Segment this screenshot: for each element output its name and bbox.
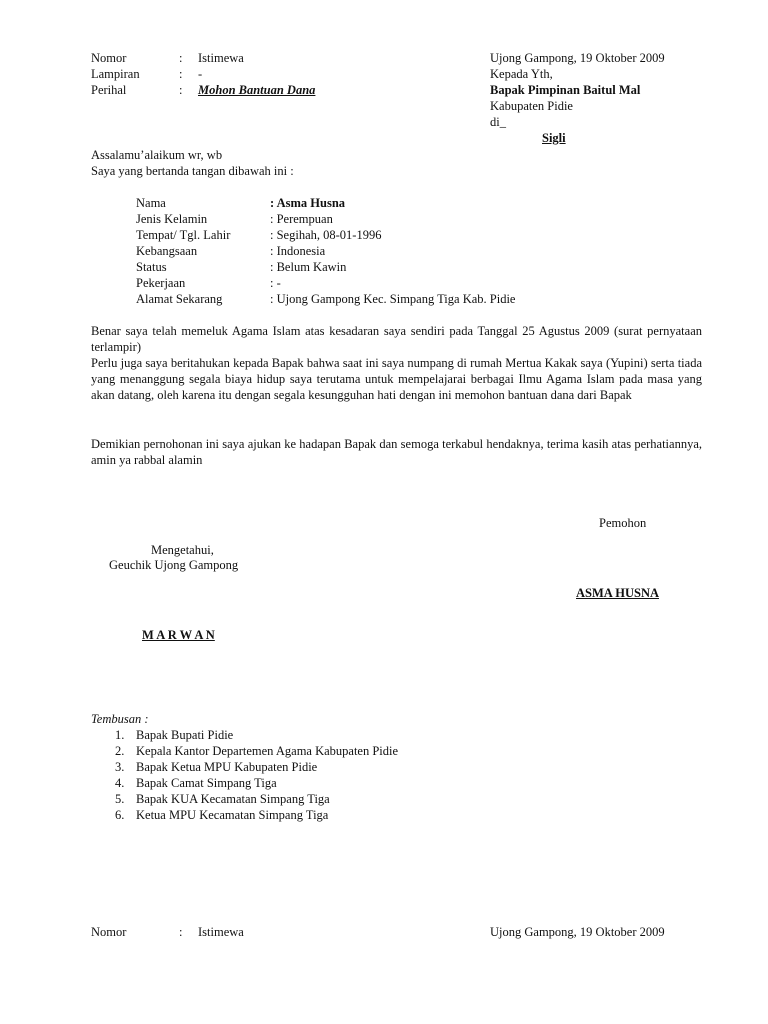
body-paragraph-2: Perlu juga saya beritahukan kepada Bapak bahwa saat ini saya numpang di rumah Mertua Kakak saya (Yupini) serta tiada yang menanggung segala biaya hidup saya terutama untuk mempelajarai berbagai Ilmu Agama Islam pada masa yang akan datang, oleh karena itu dengan segala kesungguhan hati dengan ini memohon bantuan dana dari Bapak: [91, 356, 702, 402]
identity-label: Nama: [136, 196, 166, 210]
pemohon-label: Pemohon: [599, 516, 647, 530]
pemohon-name: ASMA HUSNA: [576, 586, 659, 600]
identity-label: Status: [136, 260, 167, 274]
identity-label: Tempat/ Tgl. Lahir: [136, 228, 231, 242]
list-item-number: 6.: [115, 808, 125, 822]
recipient-name: Bapak Pimpinan Baitul Mal: [490, 83, 641, 97]
tembusan-title: Tembusan :: [91, 712, 149, 726]
recipient-region: Kabupaten Pidie: [490, 99, 573, 113]
identity-label: Alamat Sekarang: [136, 292, 223, 306]
identity-value: : Belum Kawin: [270, 260, 347, 274]
nomor-label: Nomor: [91, 51, 127, 65]
identity-value: : Perempuan: [270, 212, 333, 226]
recipient-di: di_: [490, 115, 506, 129]
body-paragraph-1: Benar saya telah memeluk Agama Islam atas kesadaran saya sendiri pada Tanggal 25 Agustus 2009 (surat pernyataan terlampir): [91, 324, 702, 354]
mengetahui-label: Mengetahui,: [151, 543, 214, 557]
lampiran-value: -: [198, 67, 203, 81]
identity-label: Jenis Kelamin: [136, 212, 208, 226]
footer-nomor-colon: :: [179, 925, 183, 939]
footer-nomor-label: Nomor: [91, 925, 127, 939]
list-item-number: 5.: [115, 792, 125, 806]
kepada-yth: Kepada Yth,: [490, 67, 553, 81]
list-item-number: 2.: [115, 744, 125, 758]
lampiran-colon: :: [179, 67, 183, 81]
nomor-colon: :: [179, 51, 183, 65]
nomor-value: Istimewa: [198, 51, 244, 65]
greeting: Assalamu’alaikum wr, wb: [91, 148, 223, 162]
geuchik-name: M A R W A N: [142, 628, 215, 642]
list-item-number: 1.: [115, 728, 125, 742]
list-item: Ketua MPU Kecamatan Simpang Tiga: [136, 808, 329, 822]
geuchik-title: Geuchik Ujong Gampong: [109, 558, 239, 572]
identity-value: : Asma Husna: [270, 196, 346, 210]
list-item-number: 4.: [115, 776, 125, 790]
footer-date: Ujong Gampong, 19 Oktober 2009: [490, 925, 665, 939]
identity-value: : -: [270, 276, 281, 290]
list-item: Bapak Ketua MPU Kabupaten Pidie: [136, 760, 318, 774]
identity-label: Pekerjaan: [136, 276, 186, 290]
footer-nomor-value: Istimewa: [198, 925, 244, 939]
recipient-city: Sigli: [542, 131, 566, 145]
identity-value: : Segihah, 08-01-1996: [270, 228, 382, 242]
body-paragraph-3: Demikian pernohonan ini saya ajukan ke hadapan Bapak dan semoga terkabul hendaknya, terima kasih atas perhatiannya, amin ya rabbal alamin: [91, 437, 702, 467]
list-item: Bapak Bupati Pidie: [136, 728, 234, 742]
list-item-number: 3.: [115, 760, 125, 774]
intro-line: Saya yang bertanda tangan dibawah ini :: [91, 164, 294, 178]
list-item: Bapak KUA Kecamatan Simpang Tiga: [136, 792, 330, 806]
identity-value: : Ujong Gampong Kec. Simpang Tiga Kab. Pidie: [270, 292, 516, 306]
letter-date: Ujong Gampong, 19 Oktober 2009: [490, 51, 665, 65]
perihal-colon: :: [179, 83, 183, 97]
perihal-value: Mohon Bantuan Dana: [198, 83, 316, 97]
list-item: Kepala Kantor Departemen Agama Kabupaten Pidie: [136, 744, 399, 758]
perihal-label: Perihal: [91, 83, 127, 97]
lampiran-label: Lampiran: [91, 67, 140, 81]
list-item: Bapak Camat Simpang Tiga: [136, 776, 277, 790]
identity-value: : Indonesia: [270, 244, 326, 258]
identity-label: Kebangsaan: [136, 244, 198, 258]
